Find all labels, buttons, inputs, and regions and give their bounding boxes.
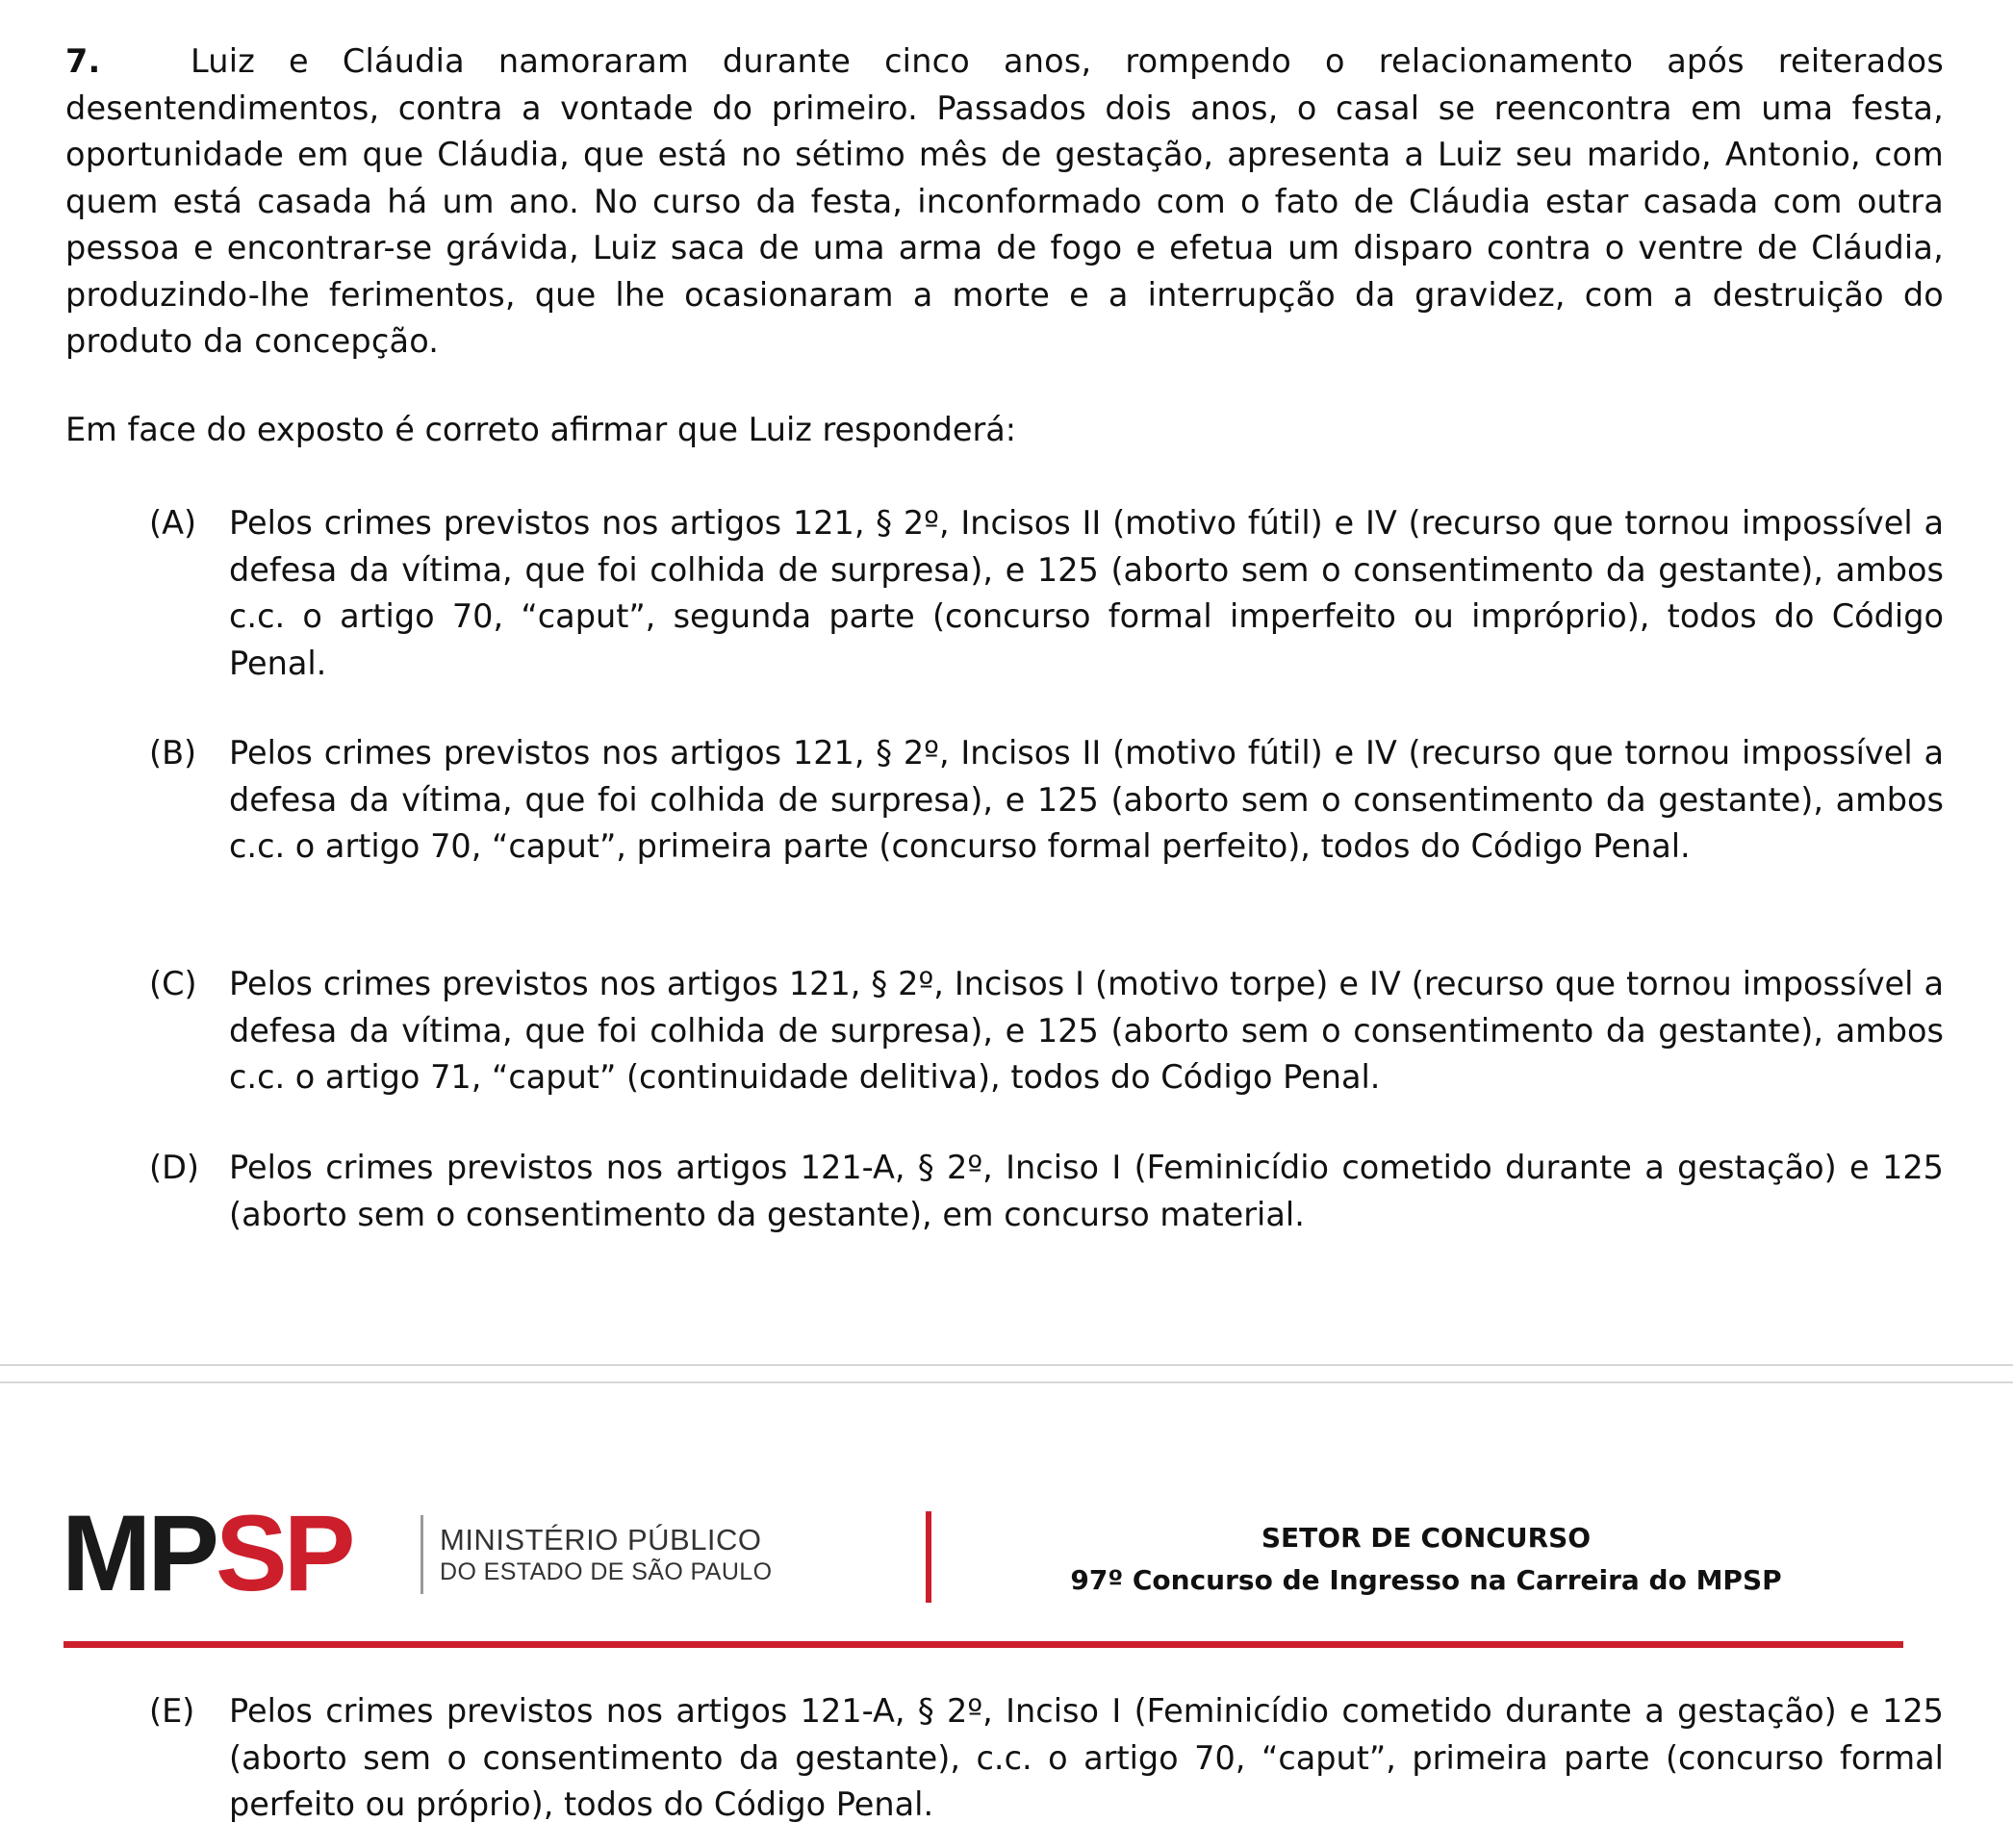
- option-text: Pelos crimes previstos nos artigos 121, § 2º, Incisos I (motivo torpe) e IV (recurso que tornou impossível a defesa da vítima, que foi colhida de surpresa), e 125 (aborto sem o consentimento da gestante), ambos c.c. o artigo 71, “caput” (continuidade delitiva), todos do Código Penal.: [229, 965, 1944, 1096]
- page-break-divider: [0, 1381, 2013, 1383]
- page-break-divider: [0, 1364, 2013, 1366]
- question-number: 7.: [65, 42, 101, 80]
- institution-line2: DO ESTADO DE SÃO PAULO: [440, 1558, 773, 1585]
- question-stem: [65, 38, 1944, 366]
- institution-line1: MINISTÉRIO PÚBLICO: [440, 1523, 762, 1557]
- header-rule: [64, 1641, 1903, 1648]
- sector-subtitle: 97º Concurso de Ingresso na Carreira do MPSP: [1070, 1564, 1782, 1596]
- option-letter: (E): [149, 1692, 195, 1730]
- option-letter: (B): [149, 734, 197, 772]
- option-letter: (A): [149, 504, 197, 542]
- option-b: [149, 730, 1944, 871]
- logo-sp-text: SP: [216, 1493, 352, 1613]
- page-header: [0, 1493, 2013, 1650]
- question-prompt: Em face do exposto é correto afirmar que Luiz responderá:: [65, 411, 1017, 448]
- sector-title: SETOR DE CONCURSO: [1261, 1522, 1592, 1554]
- option-d: [149, 1145, 1944, 1238]
- header-divider: [926, 1511, 931, 1603]
- option-text: Pelos crimes previstos nos artigos 121-A, § 2º, Inciso I (Feminicídio cometido durante a gestação) e 125 (aborto sem o consentimento da gestante), c.c. o artigo 70, “caput”, primeira parte (concurso formal perfeito ou próprio), todos do Código Penal.: [229, 1692, 1944, 1823]
- mpsp-logo: [62, 1493, 352, 1613]
- option-text: Pelos crimes previstos nos artigos 121-A, § 2º, Inciso I (Feminicídio cometido durante a gestação) e 125 (aborto sem o consentimento da gestante), em concurso material.: [229, 1149, 1944, 1233]
- option-c: [149, 961, 1944, 1101]
- logo-divider: [420, 1515, 423, 1594]
- option-letter: (D): [149, 1149, 199, 1186]
- institution-name: [440, 1523, 772, 1586]
- question-stem-text: Luiz e Cláudia namoraram durante cinco anos, rompendo o relacionamento após reiterados desentendimentos, contra a vontade do primeiro. Passados dois anos, o casal se reencontra em uma festa, oportunidade em que Cláudia, que está no sétimo mês de gestação, apresenta a Luiz seu marido, Antonio, com quem está casada há um ano. No curso da festa, inconformado com o fato de Cláudia estar casada com outra pessoa e encontrar-se grávida, Luiz saca de uma arma de fogo e efetua um disparo contra o ventre de Cláudia, produzindo-lhe ferimentos, que lhe ocasionaram a morte e a interrupção da gravidez, com a destruição do produto da concepção.: [65, 42, 1944, 360]
- logo-mp-text: MP: [62, 1493, 216, 1613]
- option-text: Pelos crimes previstos nos artigos 121, § 2º, Incisos II (motivo fútil) e IV (recurso que tornou impossível a defesa da vítima, que foi colhida de surpresa), e 125 (aborto sem o consentimento da gestante), ambos c.c. o artigo 70, “caput”, primeira parte (concurso formal perfeito), todos do Código Penal.: [229, 734, 1944, 865]
- option-letter: (C): [149, 965, 197, 1002]
- option-a: [149, 500, 1944, 687]
- option-text: Pelos crimes previstos nos artigos 121, § 2º, Incisos II (motivo fútil) e IV (recurso que tornou impossível a defesa da vítima, que foi colhida de surpresa), e 125 (aborto sem o consentimento da gestante), ambos c.c. o artigo 70, “caput”, segunda parte (concurso formal imperfeito ou impróprio), todos do Código Penal.: [229, 504, 1944, 682]
- option-e: [149, 1688, 1944, 1829]
- sector-block: [962, 1517, 1890, 1602]
